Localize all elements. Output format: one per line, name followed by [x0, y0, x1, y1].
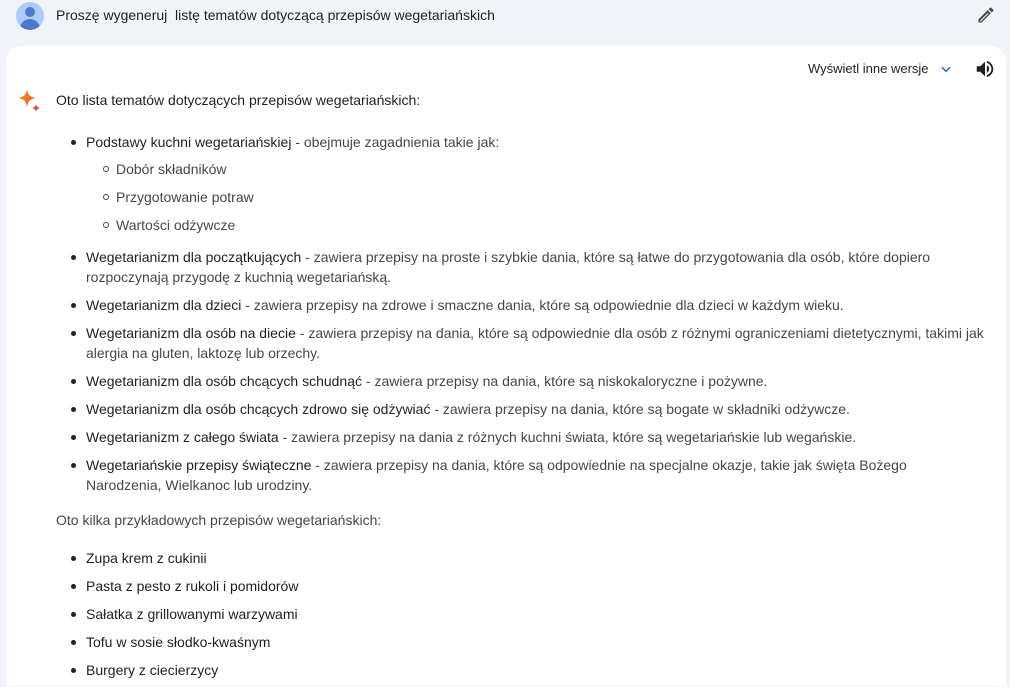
topic-item — [86, 247, 986, 287]
topic-title: Wegetarianizm dla osób na diecie — [86, 325, 296, 341]
chevron-down-icon — [939, 62, 953, 76]
topic-desc: - zawiera przepisy na zdrowe i smaczne dania, które są odpowiednie dla dzieci w każdym wieku. — [241, 297, 844, 313]
topic-title: Wegetarianizm dla osób chcących zdrowo się odżywiać — [86, 401, 431, 417]
topic-item — [86, 427, 986, 447]
speaker-icon[interactable] — [974, 58, 996, 80]
gemini-sparkle-icon — [16, 88, 42, 114]
example-item: Sałatka z grillowanymi warzywami — [86, 603, 298, 631]
topic-desc: - obejmuje zagadnienia takie jak: — [291, 134, 500, 150]
subtopic-list — [86, 155, 986, 239]
examples-list — [86, 547, 298, 687]
topic-desc: - zawiera przepisy na dania, które są bogate w składniki odżywcze. — [430, 401, 850, 417]
topic-desc: - zawiera przepisy na proste i szybkie dania, które są łatwe do przygotowania dla osób, które dopiero rozpoczynają przygodę z kuchnią wegetariańską. — [86, 249, 931, 285]
example-item: Zupa krem z cukinii — [86, 547, 298, 575]
topic-title: Wegetarianizm dla dzieci — [86, 297, 242, 313]
show-other-versions-button[interactable] — [808, 61, 953, 76]
subtopic-item: Przygotowanie potraw — [116, 183, 986, 211]
pencil-icon[interactable] — [976, 5, 996, 25]
topic-title: Wegetarianizm dla osób chcących schudnąć — [86, 373, 363, 389]
topic-desc: - zawiera przepisy na dania, które są odpowiednie dla osób z różnymi ograniczeniami dietetycznymi, takimi jak alergia na gluten, laktozę lub orzechy. — [86, 325, 984, 361]
response-card — [6, 46, 1006, 686]
topic-item — [86, 399, 986, 419]
example-item: Pasta z pesto z rukoli i pomidorów — [86, 575, 298, 603]
topic-item — [86, 371, 986, 391]
topic-item — [86, 323, 986, 363]
topic-title: Wegetarianizm dla początkujących — [86, 249, 302, 265]
topic-item — [86, 455, 986, 495]
topics-list — [86, 132, 986, 503]
example-item: Burgery z ciecierzycy — [86, 659, 298, 687]
topic-title: Wegetarianizm z całego świata — [86, 429, 279, 445]
subtopic-item: Dobór składników — [116, 155, 986, 183]
versions-label: Wyświetl inne wersje — [808, 61, 929, 76]
prompt-bar — [0, 0, 1010, 46]
examples-intro: Oto kilka przykładowych przepisów wegetariańskich: — [56, 512, 382, 528]
user-avatar[interactable] — [16, 2, 44, 30]
topic-title: Podstawy kuchni wegetariańskiej — [86, 134, 292, 150]
topic-desc: - zawiera przepisy na dania, które są niskokaloryczne i pożywne. — [362, 373, 768, 389]
topic-desc: - zawiera przepisy na dania, które są odpowiednie na specjalne okazje, takie jak święta Bożego Narodzenia, Wielkanoc lub urodziny. — [86, 457, 907, 493]
topic-title: Wegetariańskie przepisy świąteczne — [86, 457, 312, 473]
topic-item — [86, 132, 986, 239]
prompt-text: Proszę wygeneruj listę tematów dotyczącą przepisów wegetariańskich — [56, 7, 495, 23]
response-intro: Oto lista tematów dotyczących przepisów wegetariańskich: — [56, 92, 421, 108]
topic-desc: - zawiera przepisy na dania z różnych kuchni świata, które są wegetariańskie lub wegańskie. — [278, 429, 857, 445]
example-item: Tofu w sosie słodko-kwaśnym — [86, 631, 298, 659]
subtopic-item: Wartości odżywcze — [116, 211, 986, 239]
topic-item — [86, 295, 986, 315]
